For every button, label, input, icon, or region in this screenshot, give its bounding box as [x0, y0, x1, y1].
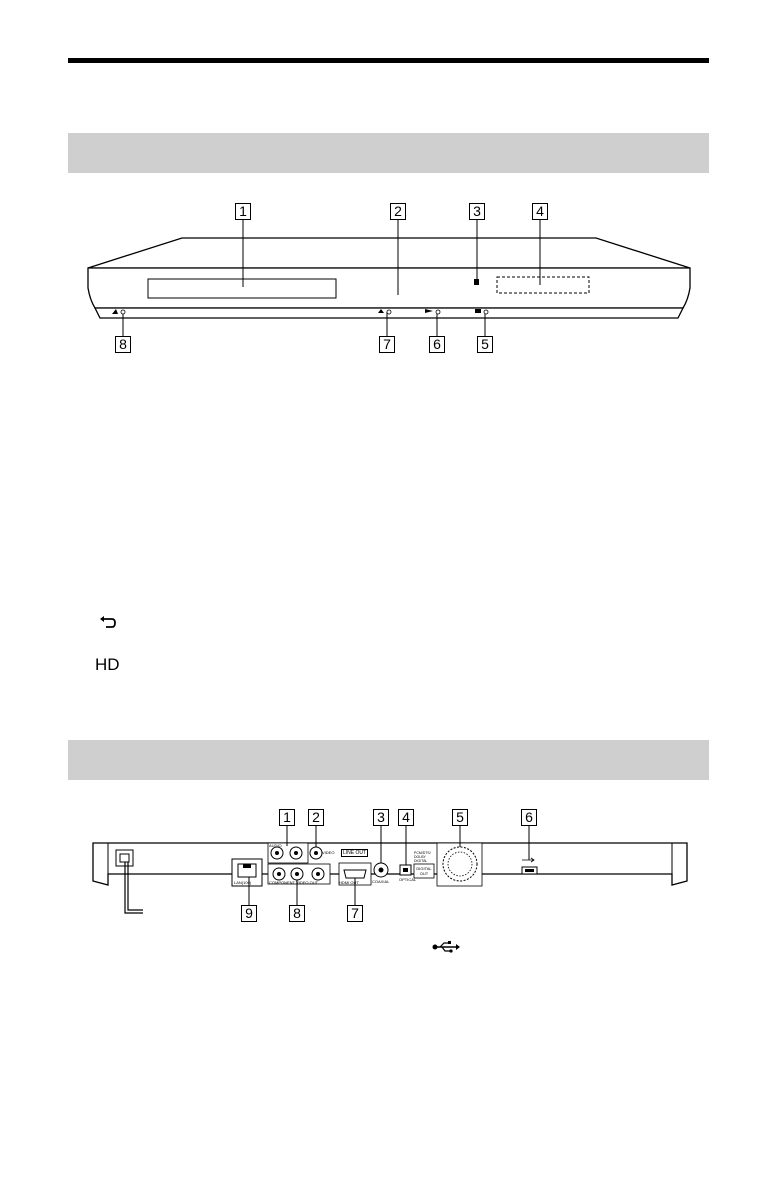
line-out-label: LINE OUT — [343, 850, 367, 856]
coaxial-label: COAXIAL — [372, 879, 390, 884]
hdmi-out-label: HDMI OUT — [339, 880, 359, 885]
rear-callout-9: 9 — [241, 905, 257, 922]
component-label: COMPONENT VIDEO OUT — [269, 880, 319, 885]
front-callout-5: 5 — [477, 336, 493, 353]
hd-label: HD — [95, 655, 120, 674]
audio-label: AUDIO — [269, 843, 282, 848]
front-callout-8: 8 — [115, 336, 131, 353]
rear-callout-5: 5 — [452, 809, 468, 826]
rear-callout-3: 3 — [373, 809, 389, 826]
front-callout-1: 1 — [235, 203, 251, 220]
front-callout-2: 2 — [390, 203, 406, 220]
video-label: VIDEO — [322, 850, 335, 855]
rear-callout-4: 4 — [398, 809, 414, 826]
rear-callout-6: 6 — [521, 809, 537, 826]
digital-out-label: DIGITAL OUT — [416, 866, 432, 876]
rear-callout-7: 7 — [347, 905, 363, 922]
usb-icon — [432, 940, 460, 959]
front-callout-7: 7 — [379, 336, 395, 353]
front-callout-3: 3 — [469, 203, 485, 220]
pcm-dts-label: PCM/DTS/ DOLBY DIGITAL — [414, 851, 431, 863]
front-callout-6: 6 — [429, 336, 445, 353]
optical-label: OPTICAL — [399, 877, 417, 882]
rear-callout-1: 1 — [279, 809, 295, 826]
lan-label: LAN(100) — [234, 880, 252, 885]
rear-callout-2: 2 — [308, 809, 324, 826]
rear-callout-8: 8 — [289, 905, 305, 922]
front-callout-4: 4 — [532, 203, 548, 220]
